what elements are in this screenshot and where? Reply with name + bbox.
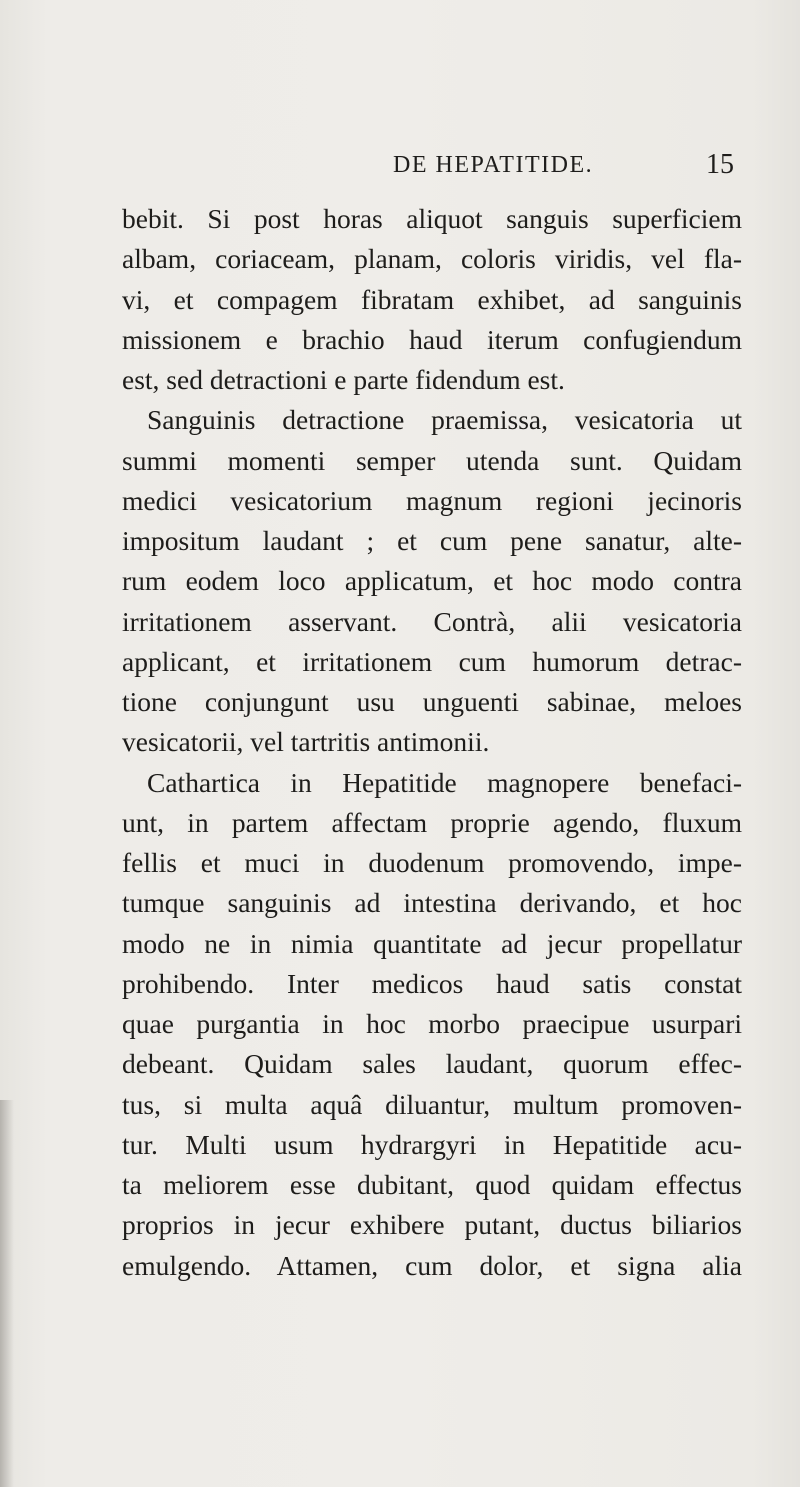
text-line: vi, et compagem fibratam exhibet, ad sanguinis — [122, 283, 742, 315]
text-line: rum eodem loco applicatum, et hoc modo contra — [122, 565, 742, 597]
text-line: proprios in jecur exhibere putant, ductus biliarios — [122, 1209, 742, 1241]
text-line: medici vesicatorium magnum regioni jecinoris — [122, 484, 742, 516]
text-line: applicant, et irritationem cum humorum detrac- — [122, 645, 742, 677]
text-line: tus, si multa aquâ diluantur, multum promoven- — [122, 1088, 742, 1120]
text-line: tione conjungunt usu unguenti sabinae, meloes — [122, 686, 742, 717]
text-line: unt, in partem affectam proprie agendo, fluxum — [122, 806, 742, 838]
text-line: fellis et muci in duodenum promovendo, impe- — [122, 847, 742, 878]
text-line: impositum laudant ; et cum pene sanatur, alte- — [122, 525, 742, 556]
body-text — [122, 199, 742, 1286]
text-line: emulgendo. Attamen, cum dolor, et signa alia — [122, 1249, 742, 1281]
text-line: quae purgantia in hoc morbo praecipue usurpari — [122, 1008, 742, 1039]
text-line: debeant. Quidam sales laudant, quorum effec- — [122, 1048, 742, 1080]
text-line: prohibendo. Inter medicos haud satis constat — [122, 967, 742, 999]
text-line: Sanguinis detractione praemissa, vesicatoria ut — [147, 404, 742, 436]
text-line: est, sed detractioni e parte fidendum est. — [122, 364, 565, 395]
text-line: bebit. Si post horas aliquot sanguis superficiem — [122, 203, 742, 234]
page-number: 15 — [706, 149, 734, 180]
text-line: tur. Multi usum hydrargyri in Hepatitide acu- — [122, 1128, 742, 1160]
text-line: missionem e brachio haud iterum confugiendum — [122, 323, 742, 355]
text-line: modo ne in nimia quantitate ad jecur propellatur — [122, 927, 742, 959]
text-line: tumque sanguinis ad intestina derivando, et hoc — [122, 887, 742, 919]
text-line: ta meliorem esse dubitant, quod quidam effectus — [122, 1169, 742, 1200]
binding-shadow — [0, 1100, 14, 1487]
text-line: irritationem asservant. Contrà, alii vesicatoria — [122, 605, 742, 637]
text-line: summi momenti semper utenda sunt. Quidam — [122, 444, 742, 476]
text-line: Cathartica in Hepatitide magnopere benefaci- — [147, 766, 742, 798]
text-line: albam, coriaceam, planam, coloris viridis, vel fla- — [122, 243, 742, 275]
text-line: vesicatorii, vel tartritis antimonii. — [122, 726, 490, 758]
running-head — [0, 145, 800, 185]
running-title: DE HEPATITIDE. — [393, 152, 594, 178]
